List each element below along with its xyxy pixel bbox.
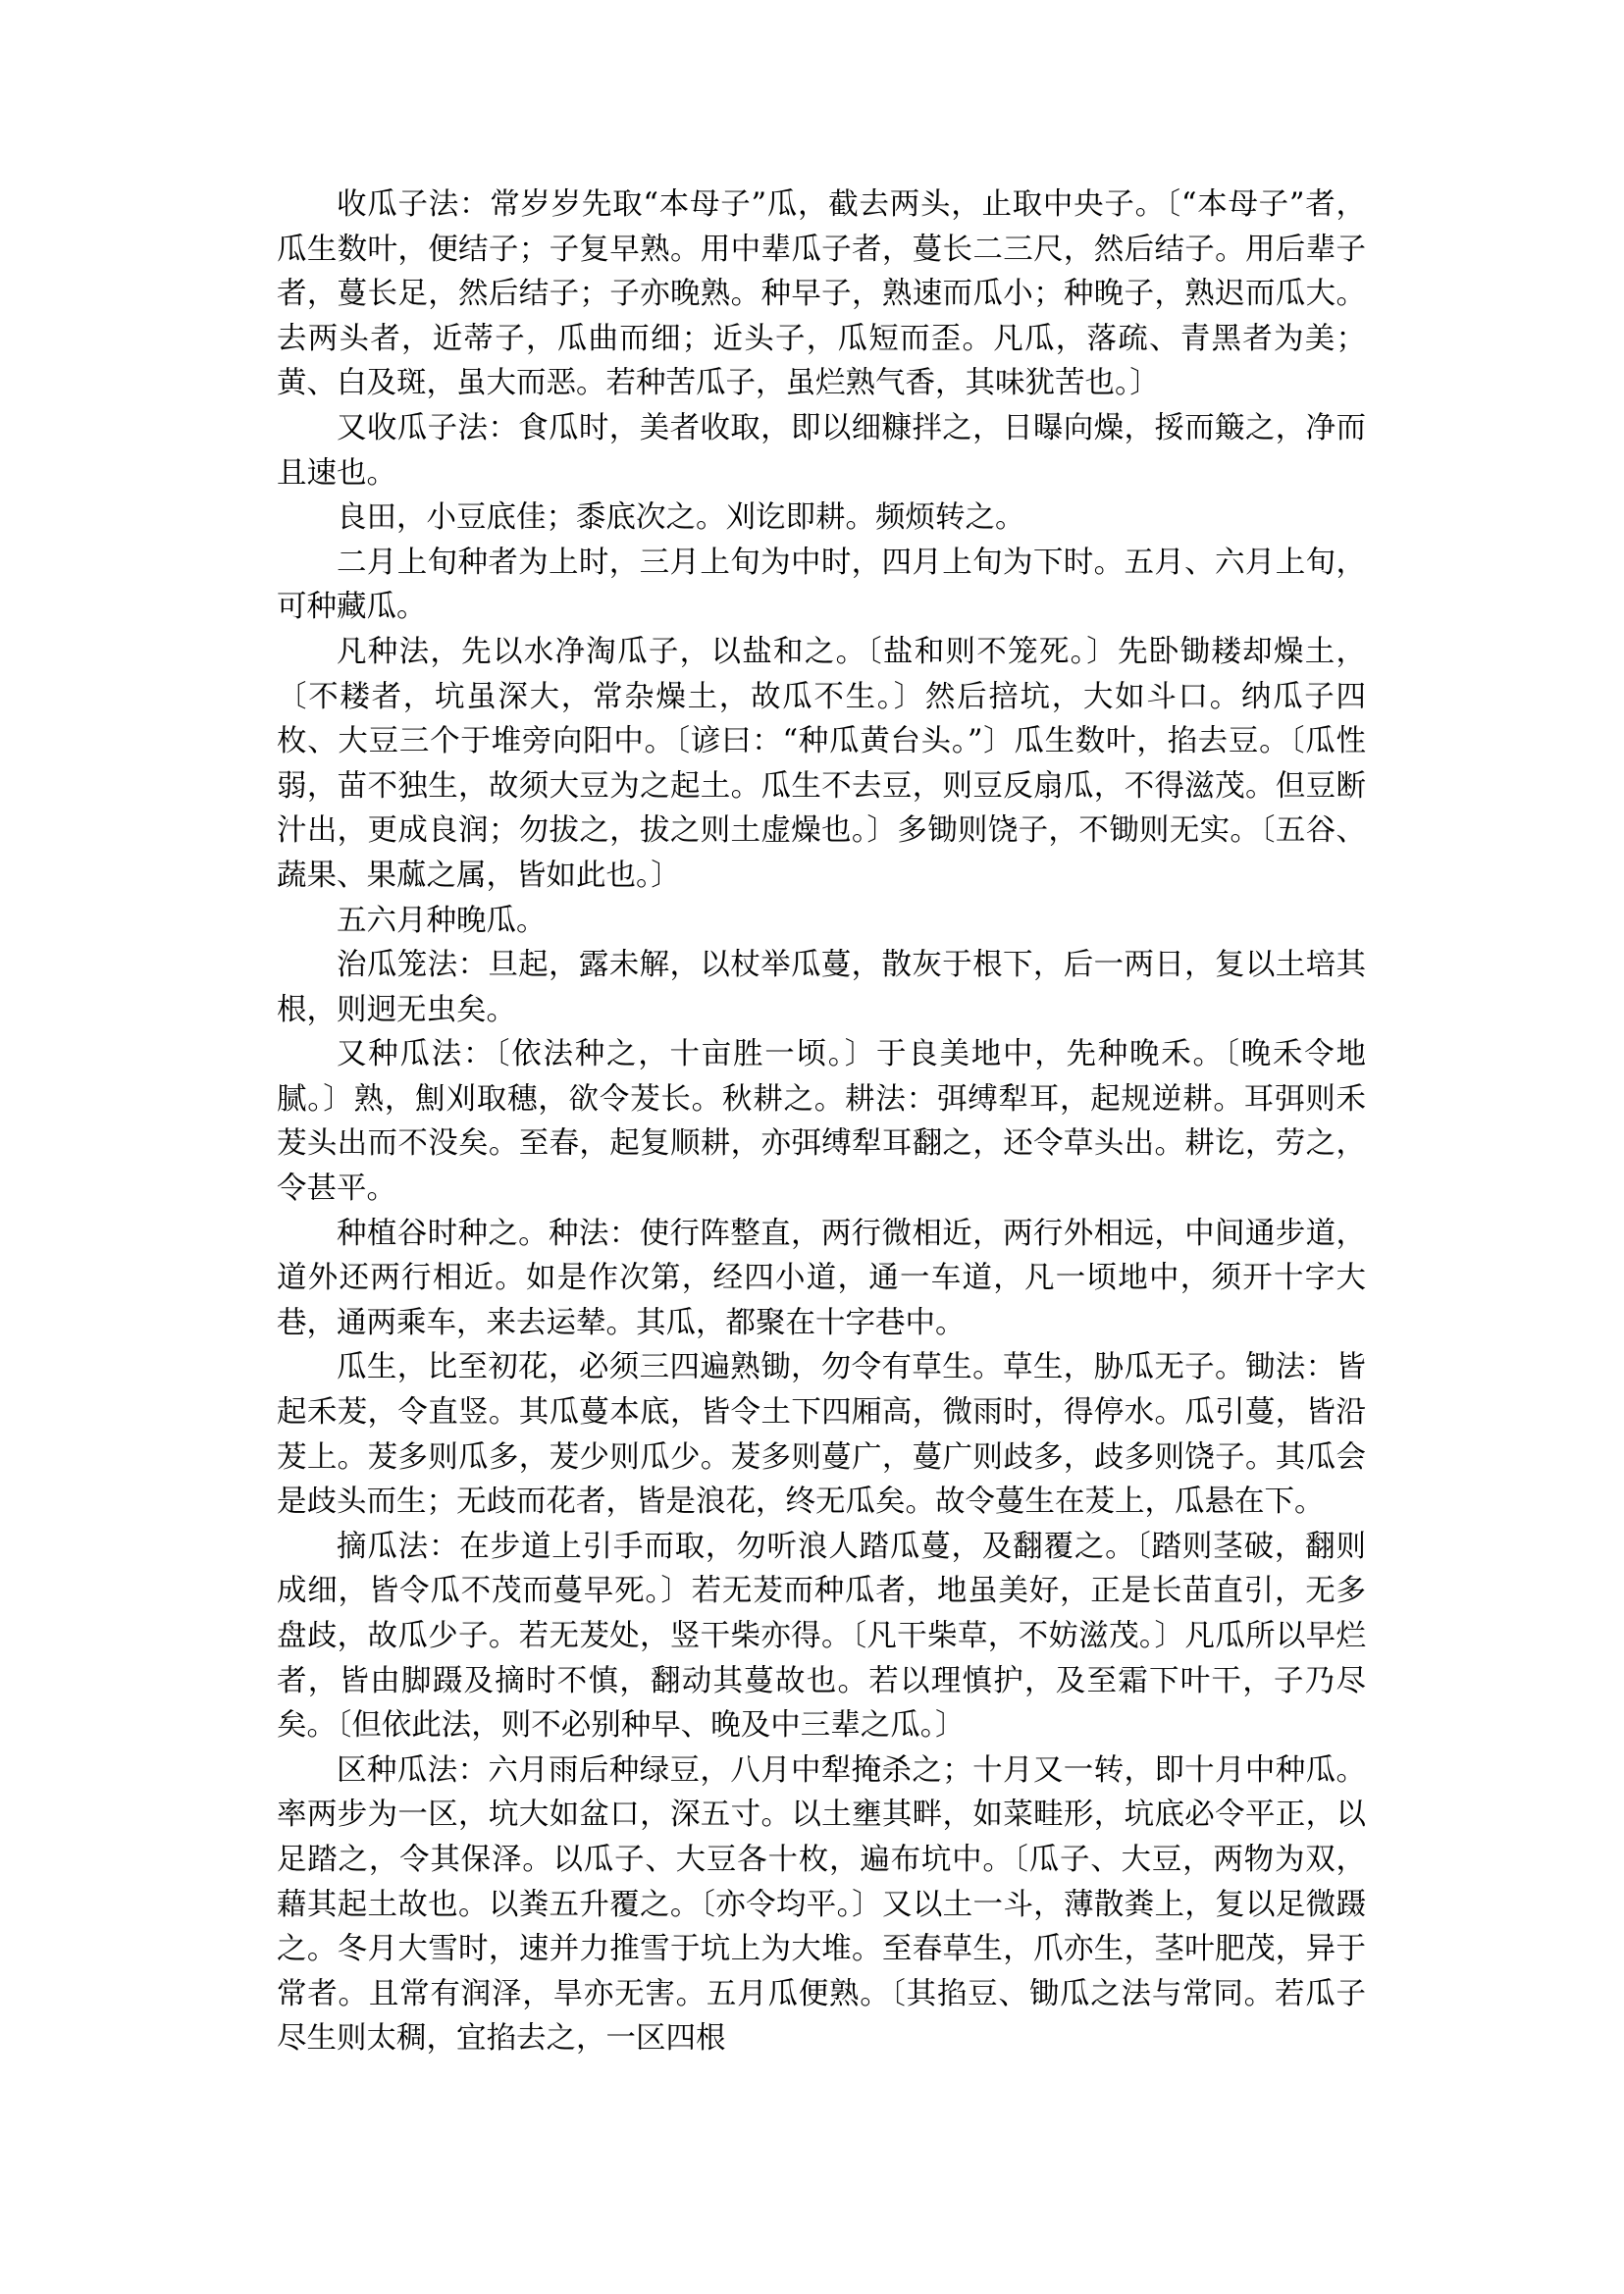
paragraph-row-layout: 种植谷时种之。种法：使行阵整直，两行微相近，两行外相远，中间通步道，道外还两行相近。如是作次第，经四小道，通一车道，凡一顷地中，须开十字大巷，通两乘车，来去运辇。其瓜，都聚在十字巷中。: [277, 1216, 1366, 1340]
document-page: [277, 182, 1366, 2061]
paragraph-planting-method: 凡种法，先以水净淘瓜子，以盐和之。〔盐和则不笼死。〕先卧锄耧却燥土，〔不耧者，坑虽深大，常杂燥土，故瓜不生。〕然后掊坑，大如斗口。纳瓜子四枚、大豆三个于堆旁向阳中。〔谚曰：“种瓜黄台头。”〕瓜生数叶，掐去豆。〔瓜性弱，苗不独生，故须大豆为之起土。瓜生不去豆，则豆反扇瓜，不得滋茂。但豆断汁出，更成良润；勿拔之，拔之则土虚燥也。〕多锄则饶子，不锄则无实。〔五谷、蔬果、果蓏之属，皆如此也。〕: [277, 634, 1366, 893]
paragraph-pest-control: 治瓜笼法：旦起，露未解，以杖举瓜蔓，散灰于根下，后一两日，复以土培其根，则迥无虫矣。: [277, 948, 1366, 1027]
paragraph-collecting-seeds-alt: 又收瓜子法：食瓜时，美者收取，即以细糠拌之，日曝向燥，挼而簸之，净而且速也。: [277, 410, 1366, 491]
paragraph-picking: 摘瓜法：在步道上引手而取，勿听浪人踏瓜蔓，及翻覆之。〔踏则茎破，翻则成细，皆令瓜不茂而蔓早死。〕若无茇而种瓜者，地虽美好，正是长苗直引，无多盘歧，故瓜少子。若无茇处，竖干柴亦得。〔凡干柴草，不妨滋茂。〕凡瓜所以早烂者，皆由脚蹑及摘时不慎，翻动其蔓故也。若以理慎护，及至霜下叶干，子乃尽矣。〔但依此法，则不必别种早、晚及中三辈之瓜。〕: [277, 1529, 1366, 1744]
paragraph-collecting-seeds: 收瓜子法：常岁岁先取“本母子”瓜，截去两头，止取中央子。〔“本母子”者，瓜生数叶，便结子；子复早熟。用中辈瓜子者，蔓长二三尺，然后结子。用后辈子者，蔓长足，然后结子；子亦晚熟。种早子，熟速而瓜小；种晚子，熟迟而瓜大。去两头者，近蒂子，瓜曲而细；近头子，瓜短而歪。凡瓜，落疏、青黑者为美；黄、白及斑，虽大而恶。若种苦瓜子，虽烂熟气香，其味犹苦也。〕: [277, 187, 1366, 401]
paragraph-planting-method-alt: 又种瓜法：〔依法种之，十亩胜一顷。〕于良美地中，先种晚禾。〔晚禾令地腻。〕熟，劁刈取穗，欲令茇长。秋耕之。耕法：弭缚犁耳，起规逆耕。耳弭则禾茇头出而不没矣。至春，起复顺耕，亦弭缚犁耳翻之，还令草头出。耕讫，劳之，令甚平。: [277, 1037, 1366, 1207]
paragraph-planting-times: 二月上旬种者为上时，三月上旬为中时，四月上旬为下时。五月、六月上旬，可种藏瓜。: [277, 545, 1366, 625]
paragraph-pit-planting: 区种瓜法：六月雨后种绿豆，八月中犁掩杀之；十月又一转，即十月中种瓜。率两步为一区，坑大如盆口，深五寸。以土壅其畔，如菜畦形，坑底必令平正，以足踏之，令其保泽。以瓜子、大豆各十枚，遍布坑中。〔瓜子、大豆，两物为双，藉其起土故也。以粪五升覆之。〔亦令均平。〕又以土一斗，薄散粪上，复以足微蹑之。冬月大雪时，速并力推雪于坑上为大堆。至春草生，爪亦生，茎叶肥茂，异于常者。且常有润泽，旱亦无害。五月瓜便熟。〔其掐豆、锄瓜之法与常同。若瓜子尽生则太稠，宜掐去之，一区四根: [277, 1752, 1366, 2057]
paragraph-good-fields: 良田，小豆底佳；黍底次之。刈讫即耕。频烦转之。: [337, 500, 1025, 536]
paragraph-late-melons: 五六月种晚瓜。: [337, 903, 547, 938]
paragraph-hoeing: 瓜生，比至初花，必须三四遍熟锄，勿令有草生。草生，胁瓜无子。锄法：皆起禾茇，令直竖。其瓜蔓本底，皆令土下四厢高，微雨时，得停水。瓜引蔓，皆沿茇上。茇多则瓜多，茇少则瓜少。茇多则蔓广，蔓广则歧多，歧多则饶子。其瓜会是歧头而生；无歧而花者，皆是浪花，终无瓜矣。故令蔓生在茇上，瓜悬在下。: [277, 1350, 1366, 1520]
